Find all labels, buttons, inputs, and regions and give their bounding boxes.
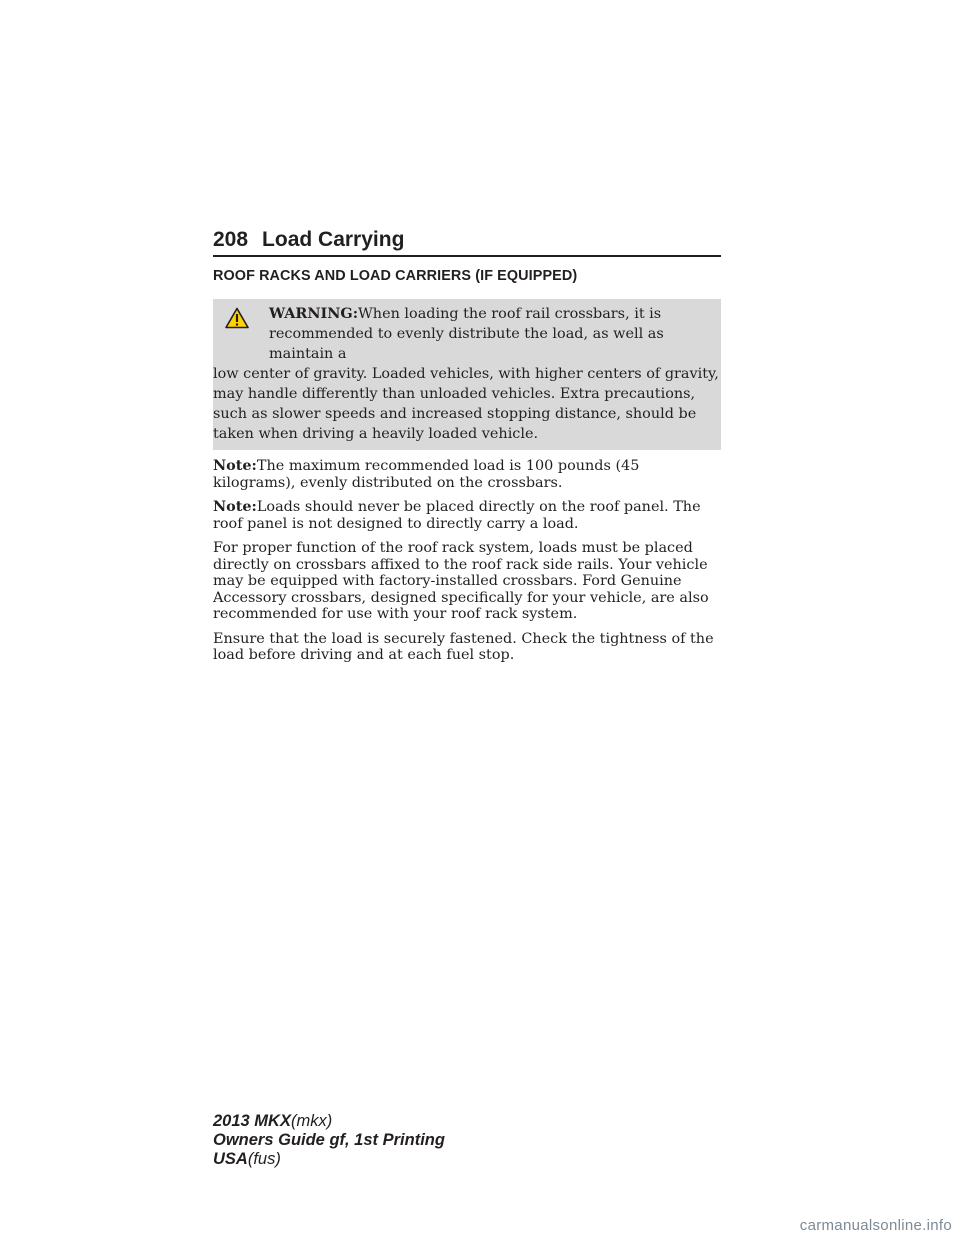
note-label: Note: — [213, 498, 257, 515]
paragraph-secure-load: Ensure that the load is securely fastened. Check the tightness of the load before driving and at each fuel stop. — [213, 630, 714, 663]
section-title: ROOF RACKS AND LOAD CARRIERS (IF EQUIPPED) — [213, 268, 578, 284]
watermark: carmanualsonline.info — [799, 1217, 952, 1234]
footer-guide-line: Owners Guide gf, 1st Printing — [213, 1131, 445, 1149]
manual-page — [213, 228, 721, 664]
page-header — [213, 228, 721, 257]
warning-intro — [269, 304, 721, 364]
warning-line2: recommended to evenly distribute the load, as well as maintain a — [269, 326, 664, 362]
warning-label: WARNING: — [269, 305, 359, 322]
note-roof-panel — [213, 499, 721, 532]
paragraph-roof-rack-function: For proper function of the roof rack system, loads must be placed directly on crossbars affixed to the roof rack side rails. Your vehicle may be equipped with factory-installed crossbars. Ford Genuine Accessory crossbars, designed specifically for your vehicle, are also recommended for use with your roof rack system. — [213, 540, 709, 622]
chapter-title: Load Carrying — [262, 228, 405, 251]
page-footer — [213, 1112, 445, 1169]
page-number: 208 — [213, 228, 249, 251]
note-max-load — [213, 458, 721, 491]
warning-line1: When loading the roof rail crossbars, it is — [358, 306, 662, 322]
warning-header — [213, 304, 721, 364]
warning-triangle-icon — [225, 307, 249, 329]
note-text: Loads should never be placed directly on the roof panel. The roof panel is not designed to directly carry a load. — [213, 499, 701, 532]
footer-model-line — [213, 1112, 445, 1131]
note-label: Note: — [213, 457, 257, 474]
footer-market: USA — [213, 1150, 248, 1168]
footer-model: 2013 MKX — [213, 1112, 291, 1130]
footer-market-code: (fus) — [247, 1150, 281, 1168]
footer-market-line — [213, 1150, 445, 1169]
footer-model-code: (mkx) — [290, 1112, 333, 1130]
note-text: The maximum recommended load is 100 pounds (45 kilograms), evenly distributed on the crossbars. — [213, 458, 640, 491]
warning-body: low center of gravity. Loaded vehicles, with higher centers of gravity, may handle differently than unloaded vehicles. Extra precautions, such as slower speeds and increased stopping distance, should be taken when driving a heavily loaded vehicle. — [213, 366, 719, 442]
warning-box — [213, 299, 721, 450]
